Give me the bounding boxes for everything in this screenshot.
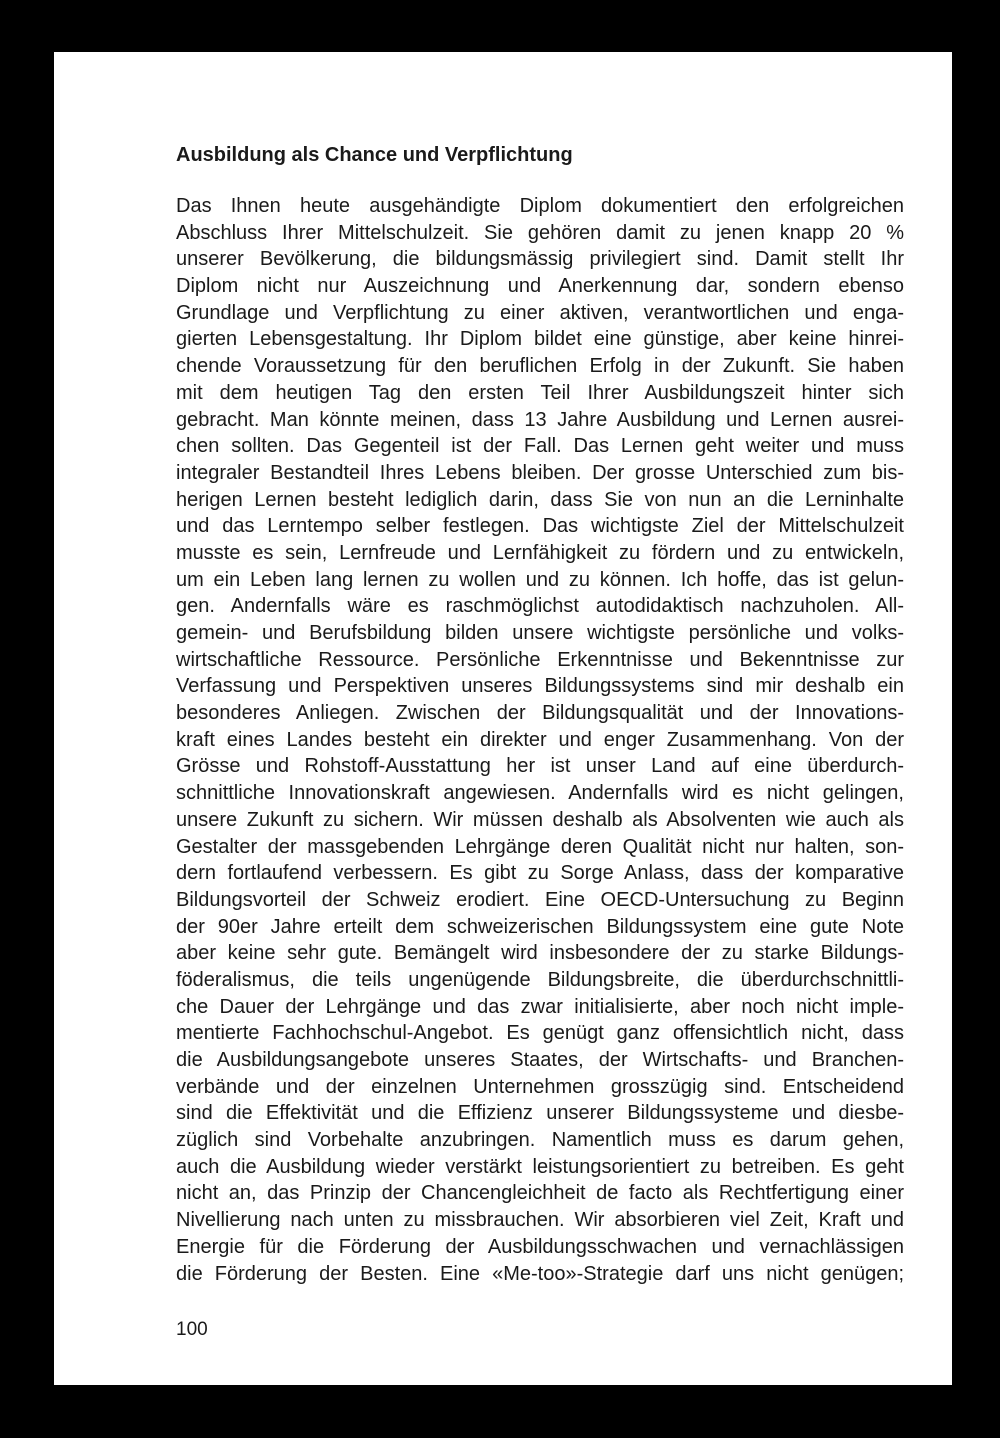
- text-line: integraler Bestandteil Ihres Lebens bleiben. Der grosse Unterschied zum bis-: [176, 461, 904, 484]
- text-line: Diplom nicht nur Auszeichnung und Anerkennung dar, sondern ebenso: [176, 275, 904, 298]
- text-line: föderalismus, die teils ungenügende Bildungsbreite, die überdurchschnittli-: [176, 968, 904, 991]
- text-line: Energie für die Förderung der Ausbildungsschwachen und vernachlässigen: [176, 1235, 904, 1258]
- text-line: auch die Ausbildung wieder verstärkt leistungsorientiert zu betreiben. Es geht: [176, 1155, 904, 1178]
- text-line: kraft eines Landes besteht ein direkter und enger Zusammenhang. Von der: [176, 728, 904, 751]
- text-line: mit dem heutigen Tag den ersten Teil Ihrer Ausbildungszeit hinter sich: [176, 381, 904, 404]
- text-line: unserer Bevölkerung, die bildungsmässig privilegiert sind. Damit stellt Ihr: [176, 248, 904, 271]
- section-heading: Ausbildung als Chance und Verpflichtung: [176, 144, 573, 166]
- text-line: gemein- und Berufsbildung bilden unsere wichtigste persönliche und volks-: [176, 622, 904, 644]
- text-line: aber keine sehr gute. Bemängelt wird insbesondere der zu starke Bildungs-: [176, 942, 904, 965]
- text-line: nicht an, das Prinzip der Chancengleichheit de facto als Rechtfertigung einer: [176, 1182, 904, 1205]
- text-line: musste es sein, Lernfreude und Lernfähigkeit zu fördern und zu entwickeln,: [176, 541, 904, 564]
- page-number: 100: [176, 1319, 208, 1340]
- text-line: besonderes Anliegen. Zwischen der Bildungsqualität und der Innovations-: [176, 702, 904, 725]
- text-line: gen. Andernfalls wäre es raschmöglichst autodidaktisch nachzuholen. All-: [176, 595, 904, 618]
- text-line: züglich sind Vorbehalte anzubringen. Namentlich muss es darum gehen,: [176, 1129, 904, 1152]
- text-line: Das Ihnen heute ausgehändigte Diplom dokumentiert den erfolgreichen: [176, 195, 904, 217]
- text-line: mentierte Fachhochschul-Angebot. Es genügt ganz offensichtlich nicht, dass: [176, 1022, 904, 1045]
- text-line: chen sollten. Das Gegenteil ist der Fall. Das Lernen geht weiter und muss: [176, 435, 904, 458]
- text-line: Grösse und Rohstoff-Ausstattung her ist unser Land auf eine überdurch-: [176, 755, 904, 778]
- text-line: unsere Zukunft zu sichern. Wir müssen deshalb als Absolventen wie auch als: [176, 808, 904, 831]
- body-text: [176, 193, 904, 1287]
- text-line: herigen Lernen besteht lediglich darin, dass Sie von nun an die Lerninhalte: [176, 488, 904, 511]
- text-line: che Dauer der Lehrgänge und das zwar initialisierte, aber noch nicht imple-: [176, 995, 904, 1018]
- text-line: wirtschaftliche Ressource. Persönliche Erkenntnisse und Bekenntnisse zur: [176, 648, 904, 671]
- text-line: schnittliche Innovationskraft angewiesen. Andernfalls wird es nicht gelingen,: [176, 782, 904, 805]
- text-line: gebracht. Man könnte meinen, dass 13 Jahre Ausbildung und Lernen ausrei-: [176, 408, 904, 431]
- document-page: [54, 52, 952, 1385]
- text-line: sind die Effektivität und die Effizienz unserer Bildungssysteme und diesbe-: [176, 1102, 904, 1125]
- text-line: der 90er Jahre erteilt dem schweizerischen Bildungssystem eine gute Note: [176, 915, 904, 938]
- text-line: Nivellierung nach unten zu missbrauchen. Wir absorbieren viel Zeit, Kraft und: [176, 1209, 904, 1232]
- text-line: dern fortlaufend verbessern. Es gibt zu Sorge Anlass, dass der komparative: [176, 862, 904, 885]
- text-line: verbände und der einzelnen Unternehmen grosszügig sind. Entscheidend: [176, 1075, 904, 1098]
- text-line: Abschluss Ihrer Mittelschulzeit. Sie gehören damit zu jenen knapp 20 %: [176, 221, 904, 244]
- text-line: chende Voraussetzung für den beruflichen Erfolg in der Zukunft. Sie haben: [176, 355, 904, 378]
- text-line: die Förderung der Besten. Eine «Me-too»-Strategie darf uns nicht genügen;: [176, 1262, 904, 1285]
- text-line: gierten Lebensgestaltung. Ihr Diplom bildet eine günstige, aber keine hinrei-: [176, 328, 904, 351]
- text-line: Grundlage und Verpflichtung zu einer aktiven, verantwortlichen und enga-: [176, 301, 904, 324]
- text-line: und das Lerntempo selber festlegen. Das wichtigste Ziel der Mittelschulzeit: [176, 515, 904, 538]
- text-line: Verfassung und Perspektiven unseres Bildungssystems sind mir deshalb ein: [176, 675, 904, 698]
- text-line: Bildungsvorteil der Schweiz erodiert. Eine OECD-Untersuchung zu Beginn: [176, 888, 904, 911]
- text-line: um ein Leben lang lernen zu wollen und zu können. Ich hoffe, das ist gelun-: [176, 568, 904, 591]
- text-line: Gestalter der massgebenden Lehrgänge deren Qualität nicht nur halten, son-: [176, 835, 904, 858]
- text-line: die Ausbildungsangebote unseres Staates, der Wirtschafts- und Branchen-: [176, 1049, 904, 1071]
